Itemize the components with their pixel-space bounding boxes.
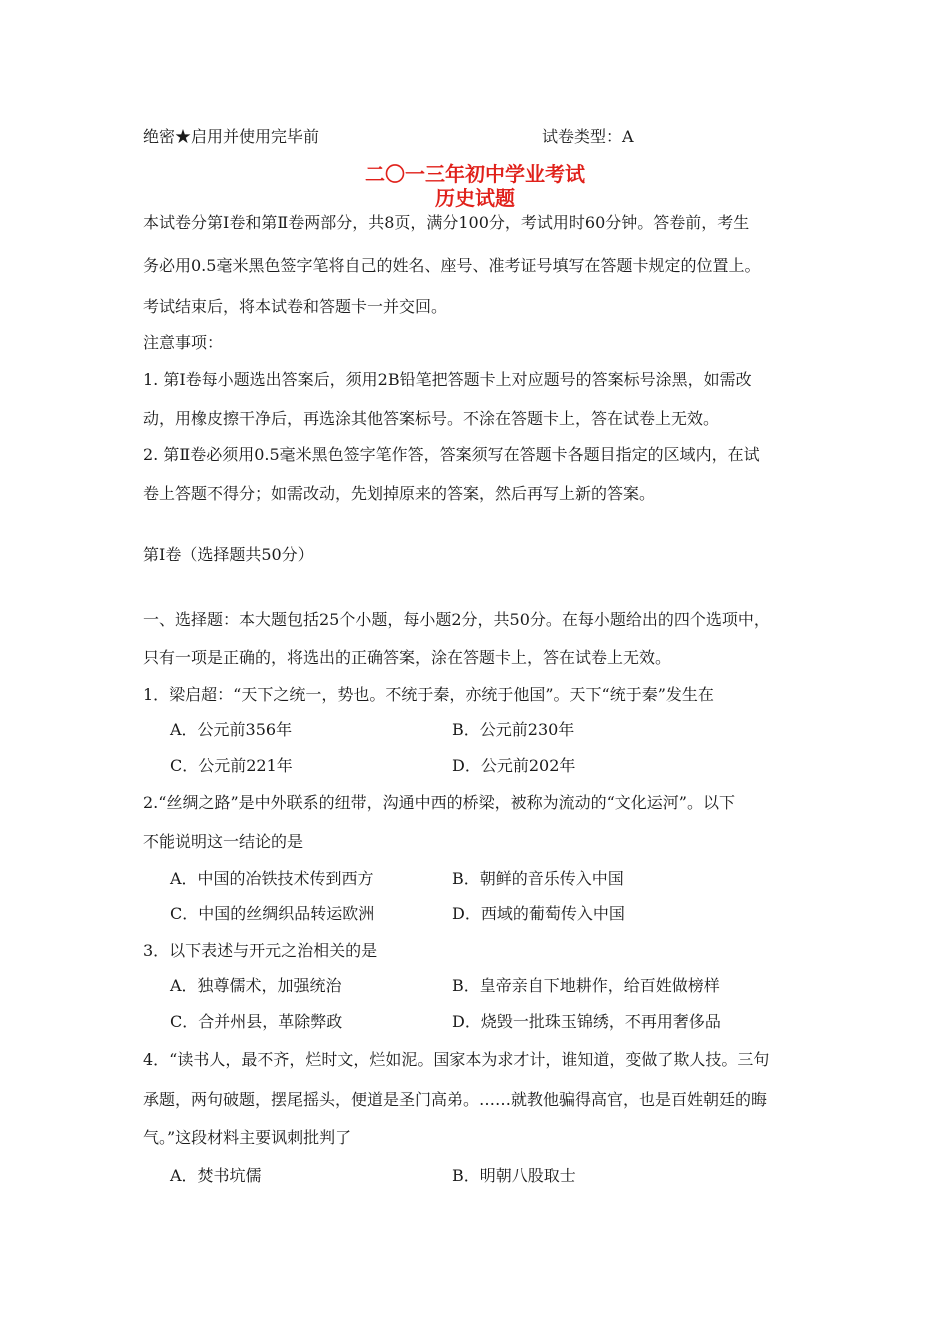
question-option: A．公元前356年 [170, 720, 293, 739]
notes-line: 1. 第Ⅰ卷每小题选出答案后，须用2B铅笔把答题卡上对应题号的答案标号涂黑，如需改 [143, 370, 752, 389]
question-option: B．明朝八股取士 [452, 1166, 576, 1185]
exam-subtitle: 历史试题 [435, 186, 515, 210]
paper-type-label: 试卷类型：A [542, 127, 634, 146]
question-stem: 气。”这段材料主要讽刺批判了 [143, 1128, 352, 1147]
question-option: D．西域的葡萄传入中国 [452, 904, 625, 923]
question-option: B．朝鲜的音乐传入中国 [452, 869, 624, 888]
intro-line: 务必用0.5毫米黑色签字笔将自己的姓名、座号、准考证号填写在答题卡规定的位置上。 [143, 256, 761, 275]
section-heading: 第Ⅰ卷（选择题共50分） [143, 545, 314, 564]
question-stem: 4．“读书人，最不齐，烂时文，烂如泥。国家本为求才计，谁知道，变做了欺人技。三句 [143, 1050, 770, 1069]
notes-line: 动，用橡皮擦干净后，再选涂其他答案标号。不涂在答题卡上，答在试卷上无效。 [143, 409, 720, 428]
question-option: A．焚书坑儒 [170, 1166, 262, 1185]
question-option: C．公元前221年 [170, 756, 293, 775]
question-option: C．合并州县，革除弊政 [170, 1012, 343, 1031]
exam-title: 二〇一三年初中学业考试 [365, 162, 585, 186]
confidential-label: 绝密★启用并使用完毕前 [143, 127, 320, 146]
question-stem: 3．以下表述与开元之治相关的是 [143, 941, 378, 960]
question-stem: 承题，两句破题，摆尾摇头，便道是圣门高弟。……就教他骗得高官，也是百姓朝廷的晦 [143, 1090, 768, 1109]
intro-line: 本试卷分第Ⅰ卷和第Ⅱ卷两部分，共8页，满分100分，考试用时60分钟。答卷前，考生 [143, 213, 750, 232]
section-instructions: 只有一项是正确的，将选出的正确答案，涂在答题卡上，答在试卷上无效。 [143, 648, 672, 667]
question-option: B．皇帝亲自下地耕作，给百姓做榜样 [452, 976, 720, 995]
question-option: C．中国的丝绸织品转运欧洲 [170, 904, 375, 923]
question-option: D．公元前202年 [452, 756, 576, 775]
question-option: A．中国的冶铁技术传到西方 [170, 869, 374, 888]
intro-line: 考试结束后，将本试卷和答题卡一并交回。 [143, 297, 448, 316]
question-option: B．公元前230年 [452, 720, 575, 739]
section-instructions: 一、选择题：本大题包括25个小题，每小题2分，共50分。在每小题给出的四个选项中， [143, 610, 770, 629]
question-option: A．独尊儒术，加强统治 [170, 976, 342, 995]
notes-line: 2. 第Ⅱ卷必须用0.5毫米黑色签字笔作答，答案须写在答题卡各题目指定的区域内，在试 [143, 445, 760, 464]
question-stem: 不能说明这一结论的是 [143, 832, 304, 851]
question-stem: 2.“丝绸之路”是中外联系的纽带，沟通中西的桥梁，被称为流动的“文化运河”。以下 [143, 793, 735, 812]
notes-line: 卷上答题不得分；如需改动，先划掉原来的答案，然后再写上新的答案。 [143, 484, 656, 503]
question-option: D．烧毁一批珠玉锦绣，不再用奢侈品 [452, 1012, 721, 1031]
question-stem: 1．梁启超：“天下之统一，势也。不统于秦，亦统于他国”。天下“统于秦”发生在 [143, 685, 714, 704]
notes-heading: 注意事项： [143, 333, 224, 352]
